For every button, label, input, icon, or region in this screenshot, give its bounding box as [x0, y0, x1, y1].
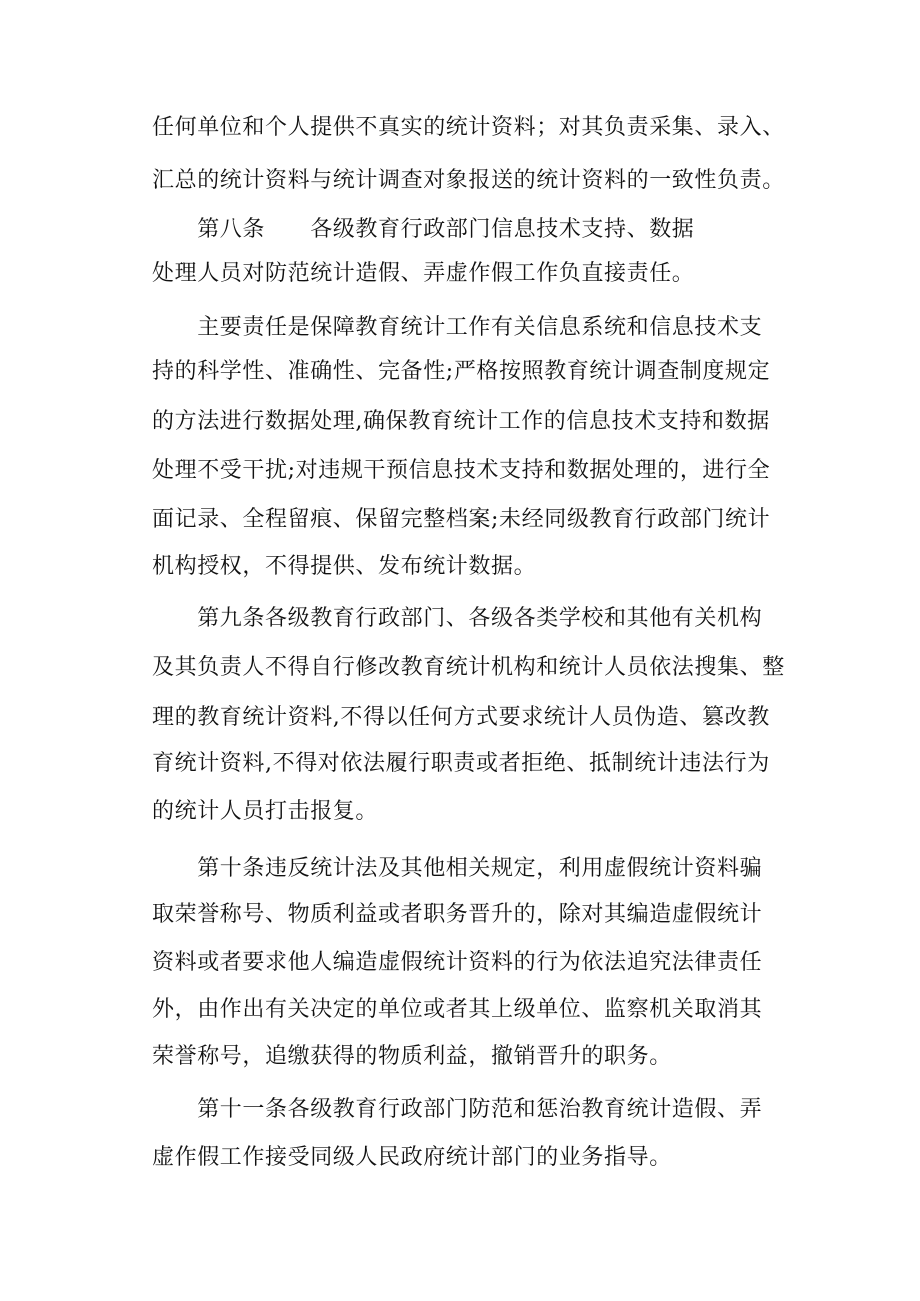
text-line-3: 第八条 各级教育行政部门信息技术支持、数据: [152, 217, 695, 242]
text-line-8: 处理不受干扰;对违规干预信息技术支持和数据处理的，进行全: [152, 458, 771, 483]
text-line-21: 第十一条各级教育行政部门防范和惩治教育统计造假、弄: [152, 1097, 763, 1122]
text-line-9: 面记录、全程留痕、保留完整档案;未经同级教育行政部门统计: [152, 507, 771, 532]
text-line-4: 处理人员对防范统计造假、弄虚作假工作负直接责任。: [152, 261, 695, 286]
text-line-2: 汇总的统计资料与统计调查对象报送的统计资料的一致性负责。: [152, 168, 785, 193]
text-line-12: 及其负责人不得自行修改教育统计机构和统计人员依法搜集、整: [152, 655, 785, 680]
text-line-10: 机构授权，不得提供、发布统计数据。: [152, 554, 537, 579]
text-line-5: 主要责任是保障教育统计工作有关信息系统和信息技术支: [152, 315, 763, 340]
text-line-1: 任何单位和个人提供不真实的统计资料；对其负责采集、录入、: [152, 115, 785, 140]
text-line-22: 虚作假工作接受同级人民政府统计部门的业务指导。: [152, 1145, 672, 1170]
text-line-7: 的方法进行数据处理,确保教育统计工作的信息技术支持和数据: [152, 409, 770, 434]
text-line-15: 的统计人员打击报复。: [152, 799, 379, 824]
text-line-14: 育统计资料,不得对依法履行职责或者拒绝、抵制统计违法行为: [152, 751, 770, 776]
text-line-16: 第十条违反统计法及其他相关规定，利用虚假统计资料骗: [152, 856, 763, 881]
text-line-6: 持的科学性、准确性、完备性;严格按照教育统计调查制度规定: [152, 359, 771, 384]
text-line-13: 理的教育统计资料,不得以任何方式要求统计人员伪造、篡改教: [152, 705, 770, 730]
text-line-20: 荣誉称号，追缴获得的物质利益，撤销晋升的职务。: [152, 1044, 672, 1069]
text-line-19: 外，由作出有关决定的单位或者其上级单位、监察机关取消其: [152, 997, 763, 1022]
text-line-11: 第九条各级教育行政部门、各级各类学校和其他有关机构: [152, 606, 763, 631]
text-line-17: 取荣誉称号、物质利益或者职务晋升的，除对其编造虚假统计: [152, 902, 763, 927]
text-line-18: 资料或者要求他人编造虚假统计资料的行为依法追究法律责任: [152, 950, 763, 975]
